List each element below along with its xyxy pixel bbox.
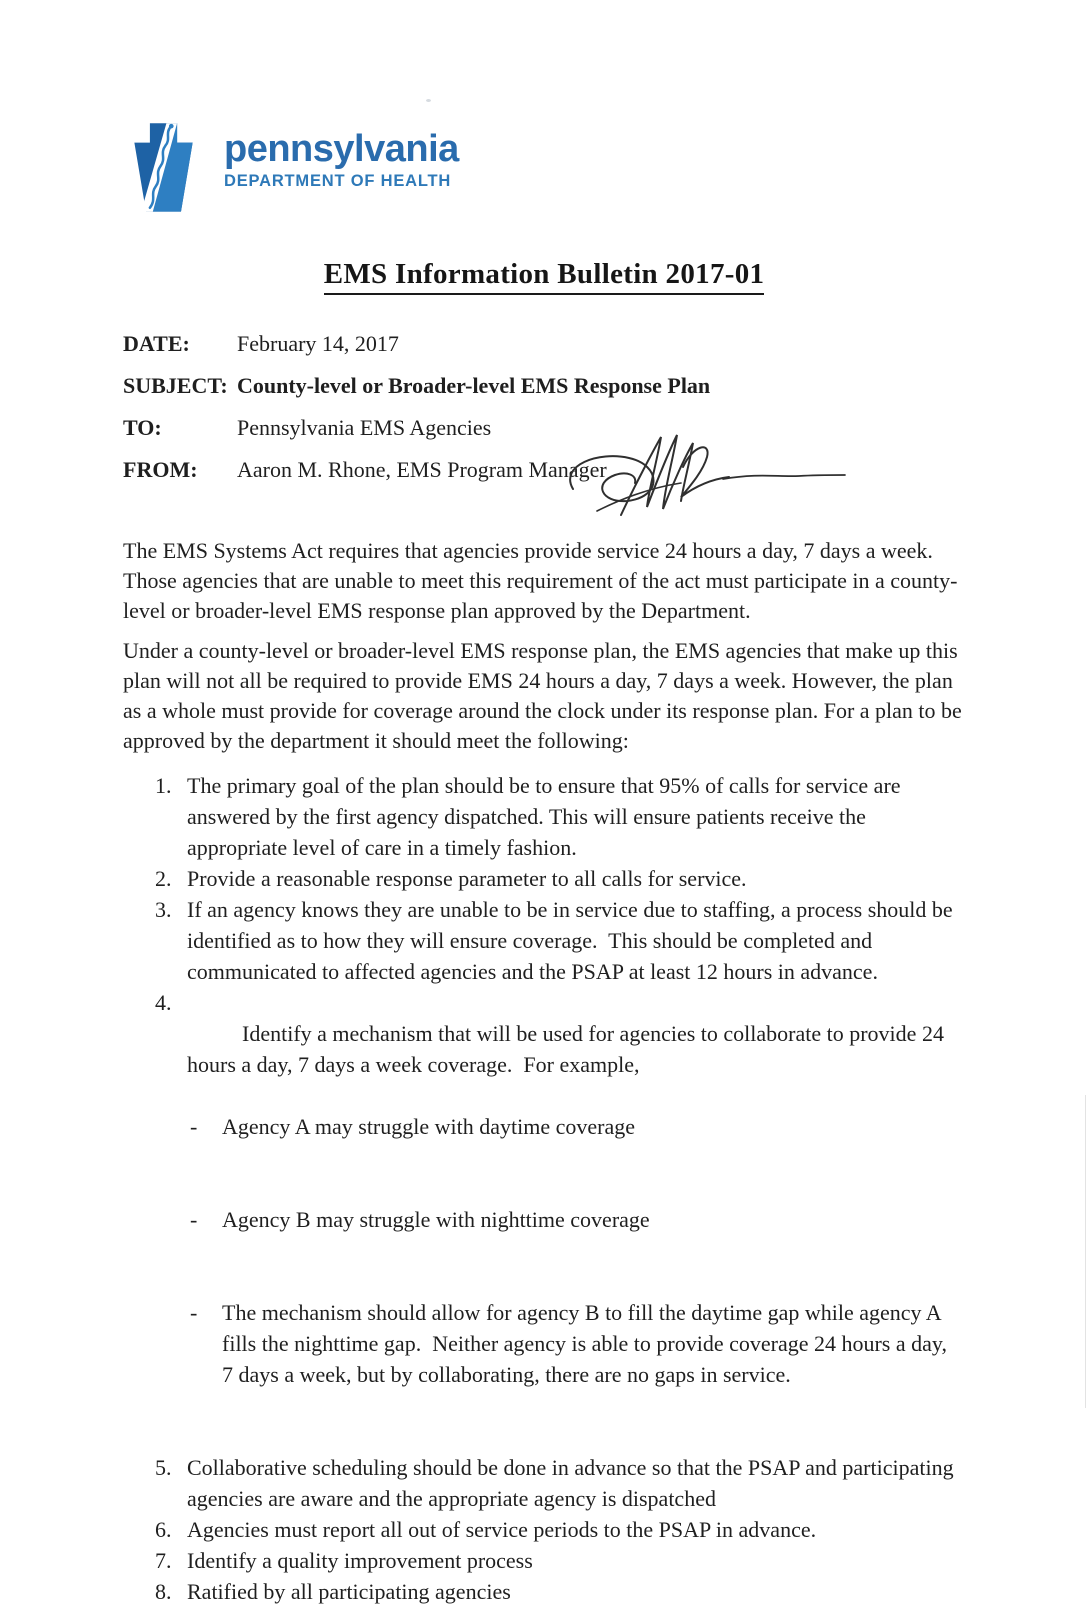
sub-list-item-text: Agency B may struggle with nighttime coverage <box>222 1207 650 1232</box>
paragraph-county-level-plan: Under a county-level or broader-level EMS response plan, the EMS agencies that make up this plan will not all be required to provide EMS 24 hours a day, 7 days a week. However, the plan as a whole must provide for coverage around the clock under its response plan. For a plan to be approved by the department it should meet the following: <box>123 638 968 753</box>
sub-list-item-text: The mechanism should allow for agency B to fill the daytime gap while agency A fills the nighttime gap. Neither agency is able to provide coverage 24 hours a day, 7 days a week, but by collaborating, there are no gaps in service. <box>222 1300 953 1387</box>
logo-text <box>224 113 459 191</box>
from-value: Aaron M. Rhone, EMS Program Manager <box>237 457 607 482</box>
dash-marker: - <box>190 1300 198 1325</box>
requirements-list <box>123 770 962 1607</box>
sub-list-item <box>190 1111 962 1142</box>
scan-speck <box>426 99 431 102</box>
list-item-number: 3. <box>155 897 172 922</box>
list-item-text: Provide a reasonable response parameter to all calls for service. <box>187 866 747 891</box>
meta-row-from <box>123 456 962 484</box>
list-item <box>155 863 962 894</box>
scan-edge-line <box>1085 1095 1086 1408</box>
pa-doh-logo <box>113 113 459 217</box>
page-title: EMS Information Bulletin 2017-01 <box>324 258 765 295</box>
list-item <box>155 894 962 987</box>
to-value: Pennsylvania EMS Agencies <box>237 415 492 440</box>
keystone-caduceus-icon <box>113 113 214 217</box>
list-item-number: 6. <box>155 1517 172 1542</box>
list-item-with-sublist <box>187 987 962 1452</box>
title-wrap <box>0 258 1088 295</box>
date-value: February 14, 2017 <box>237 331 399 356</box>
dash-marker: - <box>190 1207 198 1232</box>
list-item-number: 8. <box>155 1579 172 1604</box>
list-item-text: The primary goal of the plan should be to ensure that 95% of calls for service are answered by the first agency dispatched. This will ensure patients receive the appropriate level of care in a timely fashion. <box>187 773 907 860</box>
body-copy <box>123 536 968 756</box>
list-item-number: 5. <box>155 1455 172 1480</box>
meta-row-to <box>123 414 962 442</box>
sub-list-item <box>190 1204 962 1235</box>
from-label: FROM: <box>123 457 198 482</box>
list-item <box>155 1514 962 1545</box>
document-body <box>123 330 968 1607</box>
logo-org-name: pennsylvania <box>224 128 459 170</box>
list-item <box>155 987 962 1452</box>
list-item-text: Agencies must report all out of service periods to the PSAP in advance. <box>187 1517 817 1542</box>
list-item-number: 2. <box>155 866 172 891</box>
meta-row-date <box>123 330 962 358</box>
list-item <box>155 1545 962 1576</box>
list-item-text: Identify a quality improvement process <box>187 1548 533 1573</box>
list-item-number: 7. <box>155 1548 172 1573</box>
date-label: DATE: <box>123 331 190 356</box>
list-item-text: Ratified by all participating agencies <box>187 1579 511 1604</box>
list-item-text: Identify a mechanism that will be used for agencies to collaborate to provide 24 hours a day, 7 days a week coverage. For example, <box>187 1021 950 1077</box>
sub-list-item-text: Agency A may struggle with daytime coverage <box>222 1114 635 1139</box>
meta-row-subject <box>123 372 962 400</box>
list-item <box>155 1452 962 1514</box>
to-label: TO: <box>123 415 162 440</box>
subject-value: County-level or Broader-level EMS Response Plan <box>237 373 711 398</box>
list-item-text: If an agency knows they are unable to be in service due to staffing, a process should be identified as to how they will ensure coverage. This should be completed and communicated to affected agencies and the PSAP at least 12 hours in advance. <box>187 897 959 984</box>
sub-list-item <box>190 1297 962 1390</box>
subject-label: SUBJECT: <box>123 373 228 398</box>
meta-block <box>123 330 962 484</box>
list-item-number: 4. <box>155 990 172 1015</box>
logo-dept-name: DEPARTMENT OF HEALTH <box>224 172 452 190</box>
list-item-text: Collaborative scheduling should be done in advance so that the PSAP and participating agencies are aware and the appropriate agency is dispatched <box>187 1455 960 1511</box>
list-item <box>155 770 962 863</box>
list-item <box>155 1576 962 1607</box>
paragraph-ems-systems-act: The EMS Systems Act requires that agencies provide service 24 hours a day, 7 days a week. Those agencies that are unable to meet this requirement of the act must participate in a county-level or broader-level EMS response plan approved by the Department. <box>123 538 958 623</box>
list-item-number: 1. <box>155 773 172 798</box>
dash-marker: - <box>190 1114 198 1139</box>
